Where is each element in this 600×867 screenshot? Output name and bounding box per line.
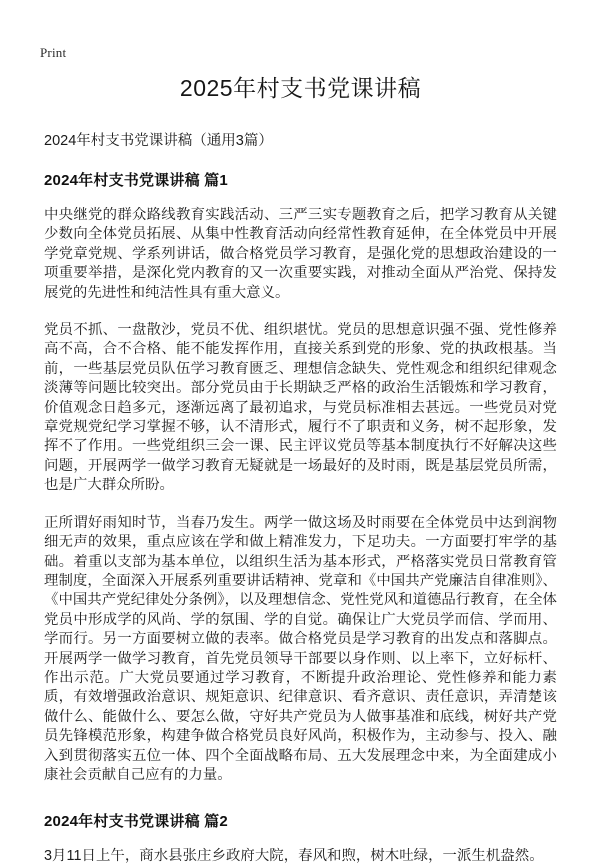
section-heading-2: 2024年村支书党课讲稿 篇2: [44, 813, 228, 831]
page-title: 2025年村支书党课讲稿: [179, 75, 422, 101]
section-1-paragraph-2: 党员不抓、一盘散沙，党员不优、组织堪忧。党员的思想意识强不强、党性修养高不高，合不合格、能不能发挥作用，直接关系到党的形象、党的执政根基。当前，一些基层党员队伍学习教育匮乏、理想信念缺失、党性观念和组织纪律观念淡薄等问题比较突出。部分党员由于长期缺乏严格的政治生活锻炼和学习教育，价值观念日趋多元，逐渐远离了最初追求，与党员标准相去甚远。一些党员对党章党规党纪学习掌握不够，认不清形式，履行不了职责和义务，树不起形象，发挥不了作用。一些党组织三会一课、民主评议党员等基本制度执行不好解决这些问题，开展两学一做学习教育无疑就是一场最好的及时雨，既是基层党员所需，也是广大群众所盼。: [44, 322, 557, 494]
section-1-paragraph-1: 中央继党的群众路线教育实践活动、三严三实专题教育之后，把学习教育从关键少数向全体党员拓展、从集中性教育活动向经常性教育延伸，在全体党员中开展学党章党规、学系列讲话，做合格党员学习教育，是强化党的思想政治建设的一项重要举措，是深化党内教育的又一次重要实践，对推动全面从严治党、保持发展党的先进性和纯洁性具有重大意义。: [44, 207, 557, 301]
document-body: [44, 72, 557, 867]
document-subtitle: 2024年村支书党课讲稿（通用3篇）: [44, 133, 273, 149]
print-button[interactable]: Print: [40, 45, 67, 60]
section-heading-1: 2024年村支书党课讲稿 篇1: [44, 172, 228, 189]
section-2-paragraph-1: 3月11日上午，商水县张庄乡政府大院，春风和煦，树木吐绿，一派生机盎然。: [44, 848, 544, 865]
section-1-paragraph-3: 正所谓好雨知时节，当春乃发生。两学一做这场及时雨要在全体党员中达到润物细无声的效果，重点应该在学和做上精准发力，下足功夫。一方面要打牢学的基础。着重以支部为基本单位，以组织生活为基本形式，严格落实党员日常教育管理制度，全面深入开展系列重要讲话精神、党章和《中国共产党廉洁自律准则》、《中国共产党纪律处分条例》，以及理想信念、党性党风和道德品行教育，在全体党员中形成学的风尚、学的氛围、学的自觉。确保让广大党员学而信、学而用、学而行。另一方面要树立做的表率。做合格党员是学习教育的出发点和落脚点。开展两学一做学习教育，首先党员领导干部要以身作则、以上率下，立好标杆、作出示范。广大党员要通过学习教育，不断提升政治理论、党性修养和能力素质，有效增强政治意识、规矩意识、纪律意识、看齐意识、责任意识，弄清楚该做什么、能做什么、要怎么做，守好共产党员为人做事基准和底线，树好共产党员先锋模范形象，构建争做合格党员良好风尚，积极作为，主动参与、投入、融入到贯彻落实五位一体、四个全面战略布局、五大发展理念中来，为全面建成小康社会贡献自己应有的力量。: [44, 514, 557, 783]
